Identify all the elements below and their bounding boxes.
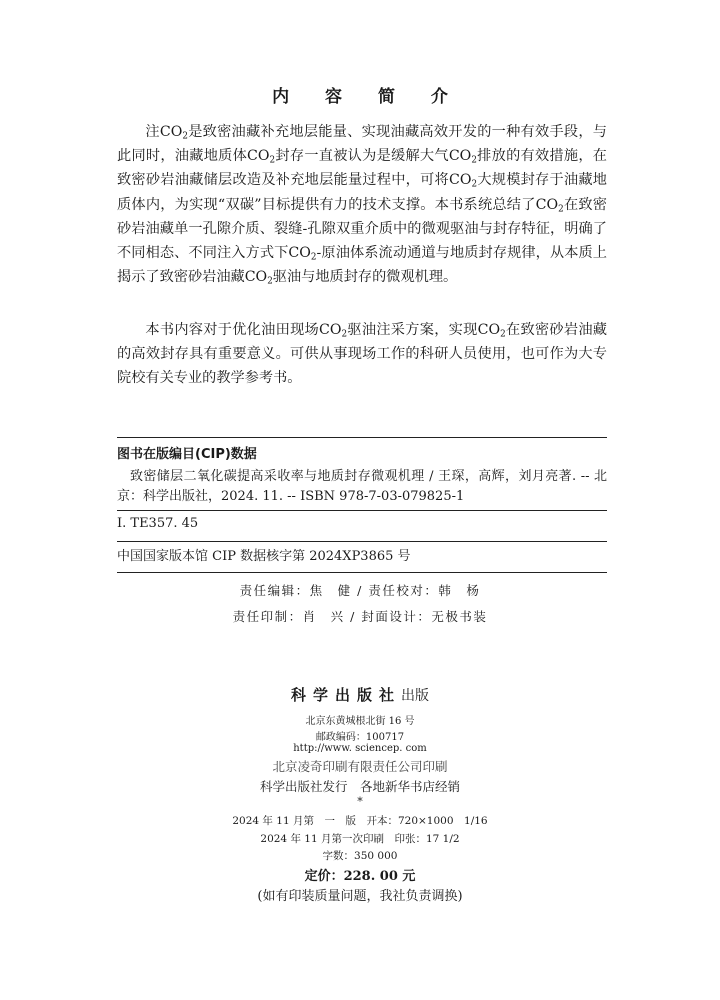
intro-paragraph-1: 注$CO_2$是致密油藏补充地层能量、实现油藏高效开发的一种有效手段，与此同时，油藏地质体$CO_2$封存一直被认为是缓解大气$CO_2$排放的有效措施，在致密砂岩油藏储层改造及补充地层能量过程中，可将$CO_2$大规模封存于油藏地质体内，为实现“双碳”目标提供有力的技术支撑。本书系统总结了$CO_2$在致密砂岩油藏单一孔隙介质、裂缝-孔隙双重介质中的微观驱油与封存特征，明确了不同相态、不同注入方式下$CO_2-$原油体系流动通道与地质封存规律，从本质上揭示了致密砂岩油藏$CO_2$驱油与地质封存的微观机理。 (117, 124, 607, 287)
cip-record-number: 中国国家版本馆 CIP 数据核字第 2024XP3865 号 (117, 549, 411, 564)
intro-paragraph-2: 本书内容对于优化油田现场$CO_2$驱油注采方案，实现$CO_2$在致密砂岩油藏的高效封存具有重要意义。可供从事现场工作的科研人员使用，也可作为大专院校有关专业的教学参考书。 (117, 322, 607, 387)
responsible-printing-design: 责任印制：肖 兴 / 封面设计：无极书装 (232, 609, 488, 624)
page-title: 内 容 简 介 (272, 87, 463, 107)
publisher-suffix: 出版 (401, 688, 429, 704)
cip-top-rule (117, 437, 607, 438)
publisher-address: 北京东黄城根北街 16 号 (305, 716, 415, 727)
quality-note: (如有印装质量问题，我社负责调换) (257, 889, 463, 904)
printing-line: 2024 年 11 月第一次印刷 印张：17 1/2 (260, 833, 460, 845)
responsible-editors: 责任编辑：焦 健 / 责任校对：韩 杨 (239, 583, 481, 598)
distribution-line: 科学出版社发行 各地新华书店经销 (259, 779, 460, 794)
printer-line: 北京凌奇印刷有限责任公司印刷 (272, 759, 448, 774)
publisher-url: http://www. sciencep. com (293, 743, 427, 754)
publisher-brand: 科学出版社 (290, 686, 401, 704)
cip-heading: 图书在版编目(CIP)数据 (117, 447, 257, 462)
cip-mid-rule (117, 510, 607, 511)
price: 定价：228. 00 元 (304, 869, 416, 884)
word-count: 字数：350 000 (322, 850, 398, 862)
cip-mid-rule-2 (117, 541, 607, 542)
cip-record: 致密储层二氧化碳提高采收率与地质封存微观机理 / 王琛，高辉，刘月亮著. -- 北京：科学出版社，2024. 11. -- ISBN 978-7-03-079825-1 (117, 469, 607, 504)
edition-line: 2024 年 11 月第 一 版 开本：720×1000 1/16 (232, 815, 488, 827)
cip-classification: Ⅰ. TE357. 45 (117, 516, 199, 531)
cip-bottom-rule (117, 572, 607, 573)
publisher-line (0, 684, 720, 705)
separator-star: * (357, 795, 363, 808)
publisher-postcode: 邮政编码：100717 (315, 732, 405, 743)
